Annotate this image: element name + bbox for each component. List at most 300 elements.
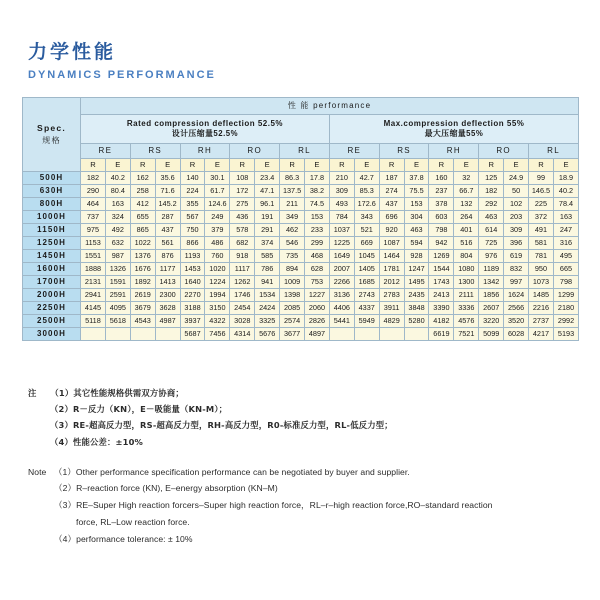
type-header-max-re: RE: [329, 144, 379, 159]
data-cell: 124.6: [205, 198, 230, 211]
data-cell: 401: [454, 224, 479, 237]
data-cell: 1037: [329, 224, 354, 237]
data-cell: 1022: [130, 237, 155, 250]
data-cell: 162: [130, 172, 155, 185]
data-cell: 191: [255, 211, 280, 224]
data-cell: 378: [429, 198, 454, 211]
data-cell: 153: [305, 211, 330, 224]
data-cell: 1224: [205, 276, 230, 289]
data-cell: 4182: [429, 315, 454, 328]
data-cell: 1009: [280, 276, 305, 289]
data-cell: 2607: [479, 302, 504, 315]
data-cell: 61.7: [205, 185, 230, 198]
data-cell: 516: [454, 237, 479, 250]
data-cell: 632: [105, 237, 130, 250]
spec-cell: 630H: [23, 185, 81, 198]
data-cell: 3188: [180, 302, 205, 315]
data-cell: 3937: [180, 315, 205, 328]
data-cell: 343: [354, 211, 379, 224]
data-cell: 4145: [81, 302, 106, 315]
data-cell: 1189: [479, 263, 504, 276]
data-cell: 40.2: [553, 185, 578, 198]
data-cell: 781: [529, 250, 554, 263]
spec-cell: 500H: [23, 172, 81, 185]
data-cell: 2574: [280, 315, 305, 328]
sub-header-r-8: R: [280, 159, 305, 172]
section-rated-cn: 设计压缩量52.5%: [171, 128, 238, 138]
data-cell: 316: [553, 237, 578, 250]
data-cell: 4576: [454, 315, 479, 328]
notes-en: [28, 464, 588, 548]
sub-header-e-7: E: [255, 159, 280, 172]
data-cell: 987: [105, 250, 130, 263]
data-cell: 2085: [280, 302, 305, 315]
data-cell: 5618: [105, 315, 130, 328]
data-cell: 1299: [553, 289, 578, 302]
data-cell: 125: [479, 172, 504, 185]
data-cell: 1177: [155, 263, 180, 276]
data-cell: 249: [205, 211, 230, 224]
notes-cn: [28, 385, 588, 450]
data-cell: 396: [504, 237, 529, 250]
data-cell: 804: [454, 250, 479, 263]
data-cell: 1464: [379, 250, 404, 263]
data-cell: 928: [404, 250, 429, 263]
data-cell: 760: [205, 250, 230, 263]
data-cell: 3848: [404, 302, 429, 315]
data-cell: 1376: [130, 250, 155, 263]
data-cell: 2012: [379, 276, 404, 289]
data-cell: 225: [529, 198, 554, 211]
data-cell: 1413: [155, 276, 180, 289]
data-cell: 4322: [205, 315, 230, 328]
data-cell: 4217: [529, 328, 554, 341]
data-cell: 3028: [230, 315, 255, 328]
data-cell: 35.6: [155, 172, 180, 185]
data-cell: 2300: [155, 289, 180, 302]
data-cell: 233: [305, 224, 330, 237]
data-cell: 735: [280, 250, 305, 263]
data-cell: 1247: [404, 263, 429, 276]
note-en-line-1: [28, 480, 588, 497]
table-row: [23, 289, 579, 302]
sub-header-r-18: R: [529, 159, 554, 172]
spec-cell: 3000H: [23, 328, 81, 341]
data-cell: 1624: [504, 289, 529, 302]
data-cell: 3911: [379, 302, 404, 315]
data-cell: 3679: [130, 302, 155, 315]
data-cell: 137.5: [280, 185, 305, 198]
data-cell: 349: [280, 211, 305, 224]
table-row: [23, 172, 579, 185]
spec-cell: 800H: [23, 198, 81, 211]
data-cell: 132: [454, 198, 479, 211]
data-cell: 290: [81, 185, 106, 198]
table-row: [23, 250, 579, 263]
data-cell: 798: [429, 224, 454, 237]
data-cell: 1225: [329, 237, 354, 250]
data-cell: 38.2: [305, 185, 330, 198]
header-row-sections: [23, 115, 579, 144]
section-rated-en: Rated compression deflection 52.5%: [126, 119, 284, 129]
data-cell: 324: [105, 211, 130, 224]
data-cell: 950: [529, 263, 554, 276]
data-cell: 299: [305, 237, 330, 250]
spec-cell: 2250H: [23, 302, 81, 315]
data-cell: 18.9: [553, 172, 578, 185]
data-cell: 865: [130, 224, 155, 237]
data-cell: 1591: [105, 276, 130, 289]
data-cell: 291: [255, 224, 280, 237]
data-cell: 1892: [130, 276, 155, 289]
note-en-line-0: [28, 464, 588, 481]
table-row: [23, 315, 579, 328]
data-cell: 581: [529, 237, 554, 250]
data-cell: 247: [553, 224, 578, 237]
data-cell: 1342: [479, 276, 504, 289]
data-cell: 163: [105, 198, 130, 211]
data-cell: 372: [529, 211, 554, 224]
note-en-item-2: （3）RE–Super High reaction forcers–Super high reaction force，RL–r–high reaction force,RO–standard reaction: [54, 500, 493, 511]
data-cell: 2266: [329, 276, 354, 289]
data-cell: 2619: [130, 289, 155, 302]
data-cell: 628: [305, 263, 330, 276]
data-cell: 976: [479, 250, 504, 263]
sub-header-r-4: R: [180, 159, 205, 172]
data-cell: 5949: [354, 315, 379, 328]
data-cell: 102: [504, 198, 529, 211]
data-cell: 1227: [305, 289, 330, 302]
type-header-max-rh: RH: [429, 144, 479, 159]
sub-header-e-5: E: [205, 159, 230, 172]
type-header-max-rl: RL: [529, 144, 579, 159]
sub-header-e-15: E: [454, 159, 479, 172]
header-row-types: [23, 144, 579, 159]
data-cell: 4314: [230, 328, 255, 341]
sub-header-r-6: R: [230, 159, 255, 172]
sub-header-e-19: E: [553, 159, 578, 172]
section-max-en: Max.compression deflection 55%: [383, 119, 525, 129]
data-cell: 4829: [379, 315, 404, 328]
data-cell: 491: [529, 224, 554, 237]
spec-cell: 2500H: [23, 315, 81, 328]
data-cell: 309: [329, 185, 354, 198]
data-cell: 292: [479, 198, 504, 211]
data-cell: 920: [379, 224, 404, 237]
data-cell: 5441: [329, 315, 354, 328]
section-header-max: [329, 115, 578, 144]
data-cell: 1193: [180, 250, 205, 263]
data-cell: 5676: [255, 328, 280, 341]
sub-header-e-9: E: [305, 159, 330, 172]
data-cell: 585: [255, 250, 280, 263]
data-cell: 237: [429, 185, 454, 198]
data-cell: 997: [504, 276, 529, 289]
data-cell: 85.3: [354, 185, 379, 198]
sub-header-r-0: R: [81, 159, 106, 172]
data-cell: 784: [329, 211, 354, 224]
data-cell: 2131: [81, 276, 106, 289]
sub-header-r-10: R: [329, 159, 354, 172]
data-cell: 486: [205, 237, 230, 250]
data-cell: 4543: [130, 315, 155, 328]
note-cn-item-1: （2）R－反力（KN），E－吸能量（KN-M）；: [50, 404, 228, 415]
data-cell: 5118: [81, 315, 106, 328]
data-cell: 725: [479, 237, 504, 250]
data-cell: 2180: [553, 302, 578, 315]
type-header-max-ro: RO: [479, 144, 529, 159]
data-cell: 1117: [230, 263, 255, 276]
data-cell: 619: [504, 250, 529, 263]
data-cell: [81, 328, 106, 341]
data-cell: 182: [81, 172, 106, 185]
data-cell: 210: [329, 172, 354, 185]
spec-cell: 1700H: [23, 276, 81, 289]
sub-header-r-12: R: [379, 159, 404, 172]
data-cell: 163: [553, 211, 578, 224]
data-cell: 578: [230, 224, 255, 237]
data-cell: 2007: [329, 263, 354, 276]
data-cell: 2826: [305, 315, 330, 328]
data-cell: 172.6: [354, 198, 379, 211]
spec-cell: 2000H: [23, 289, 81, 302]
note-en-line-2: [28, 497, 588, 514]
data-cell: 2270: [180, 289, 205, 302]
data-cell: 894: [280, 263, 305, 276]
data-cell: 521: [354, 224, 379, 237]
spec-header-cn: 规格: [42, 135, 61, 145]
data-cell: 462: [280, 224, 305, 237]
data-cell: 153: [404, 198, 429, 211]
data-cell: 546: [280, 237, 305, 250]
data-cell: 96.1: [255, 198, 280, 211]
data-cell: 2435: [404, 289, 429, 302]
data-cell: 2566: [504, 302, 529, 315]
note-cn-item-3: （4）性能公差：±10%: [50, 436, 144, 447]
spec-cell: 1450H: [23, 250, 81, 263]
data-cell: 1453: [180, 263, 205, 276]
data-cell: 1073: [529, 276, 554, 289]
section-max-cn: 最大压缩量55%: [424, 128, 484, 138]
data-cell: 1045: [354, 250, 379, 263]
data-cell: 211: [280, 198, 305, 211]
note-cn-line-1: [28, 401, 588, 417]
table-row: [23, 211, 579, 224]
data-cell: 468: [305, 250, 330, 263]
data-cell: 172: [230, 185, 255, 198]
page-title-block: [28, 42, 216, 81]
data-cell: 287: [155, 211, 180, 224]
type-header-rated-ro: RO: [230, 144, 280, 159]
data-cell: 4095: [105, 302, 130, 315]
data-cell: 5099: [479, 328, 504, 341]
table-head: [23, 98, 579, 172]
data-cell: 2216: [529, 302, 554, 315]
data-cell: 918: [230, 250, 255, 263]
table-row: [23, 224, 579, 237]
data-cell: 492: [105, 224, 130, 237]
data-cell: 7521: [454, 328, 479, 341]
data-cell: [379, 328, 404, 341]
data-cell: 665: [553, 263, 578, 276]
type-header-max-rs: RS: [379, 144, 429, 159]
performance-table-wrap: [22, 97, 578, 341]
data-cell: 23.4: [255, 172, 280, 185]
data-cell: 614: [479, 224, 504, 237]
data-cell: 1743: [429, 276, 454, 289]
spec-cell: 1250H: [23, 237, 81, 250]
notes-cn-label: 注: [28, 388, 39, 398]
data-cell: 140: [180, 172, 205, 185]
data-cell: 203: [504, 211, 529, 224]
type-header-rated-rl: RL: [280, 144, 330, 159]
table-row: [23, 276, 579, 289]
sub-header-r-2: R: [130, 159, 155, 172]
spec-cell: 1000H: [23, 211, 81, 224]
data-cell: [404, 328, 429, 341]
data-cell: 2454: [230, 302, 255, 315]
data-cell: 1994: [205, 289, 230, 302]
data-cell: 1326: [105, 263, 130, 276]
data-cell: 32: [454, 172, 479, 185]
data-cell: 75.5: [404, 185, 429, 198]
data-cell: 2992: [553, 315, 578, 328]
data-cell: 437: [379, 198, 404, 211]
data-cell: 655: [130, 211, 155, 224]
data-cell: 669: [354, 237, 379, 250]
note-cn-item-0: （1）其它性能规格供需双方协商；: [50, 388, 184, 398]
data-cell: 603: [429, 211, 454, 224]
data-cell: 145.2: [155, 198, 180, 211]
note-en-line-4: [28, 531, 588, 548]
note-cn-line-3: [28, 434, 588, 450]
data-cell: 1534: [255, 289, 280, 302]
data-cell: 4337: [354, 302, 379, 315]
data-cell: 74.5: [305, 198, 330, 211]
table-row: [23, 302, 579, 315]
header-row-subcolumns: [23, 159, 579, 172]
data-cell: 275: [230, 198, 255, 211]
data-cell: 832: [504, 263, 529, 276]
section-header-rated: [81, 115, 330, 144]
data-cell: 264: [454, 211, 479, 224]
table-row: [23, 237, 579, 250]
data-cell: 355: [180, 198, 205, 211]
data-cell: [354, 328, 379, 341]
data-cell: 40.2: [105, 172, 130, 185]
page-title-cn: 力学性能: [28, 41, 117, 63]
data-cell: 37.8: [404, 172, 429, 185]
data-cell: 463: [479, 211, 504, 224]
notes-en-label: Note: [28, 466, 47, 477]
data-cell: 941: [255, 276, 280, 289]
data-cell: 1020: [205, 263, 230, 276]
data-cell: 1640: [180, 276, 205, 289]
data-cell: 2941: [81, 289, 106, 302]
data-cell: 3390: [429, 302, 454, 315]
data-cell: 1685: [354, 276, 379, 289]
data-cell: 1676: [130, 263, 155, 276]
type-header-rated-rh: RH: [180, 144, 230, 159]
data-cell: 66.7: [454, 185, 479, 198]
data-cell: 2413: [429, 289, 454, 302]
data-cell: 1300: [454, 276, 479, 289]
data-cell: 30.1: [205, 172, 230, 185]
header-row-performance: [23, 98, 579, 115]
data-cell: 187: [379, 172, 404, 185]
note-en-item-4: （4）performance tolerance: ± 10%: [54, 533, 193, 544]
data-cell: 1746: [230, 289, 255, 302]
note-en-item-0: （1）Other performance specification performance can be negotiated by buyer and supplier.: [53, 466, 410, 477]
data-cell: 3136: [329, 289, 354, 302]
note-en-item-1: （2）R–reaction force (KN), E–energy absorption (KN–M): [54, 483, 278, 494]
note-en-line-3: [28, 514, 588, 531]
data-cell: [329, 328, 354, 341]
data-cell: 753: [305, 276, 330, 289]
data-cell: 182: [479, 185, 504, 198]
data-cell: 42.7: [354, 172, 379, 185]
data-cell: 6028: [504, 328, 529, 341]
note-en-item-3: force, RL–Low reaction force.: [76, 516, 190, 527]
data-cell: 493: [329, 198, 354, 211]
data-cell: 1781: [379, 263, 404, 276]
data-cell: 1262: [230, 276, 255, 289]
sub-header-e-17: E: [504, 159, 529, 172]
data-cell: 7456: [205, 328, 230, 341]
data-cell: 412: [130, 198, 155, 211]
data-cell: 3220: [479, 315, 504, 328]
data-cell: 786: [255, 263, 280, 276]
note-cn-item-2: （3）RE-超高反力型，RS-超高反力型，RH-高反力型，R0-标准反力型，RL-低反力型；: [50, 420, 393, 431]
data-cell: [155, 328, 180, 341]
data-cell: 942: [429, 237, 454, 250]
type-header-rated-re: RE: [81, 144, 131, 159]
data-cell: 71.6: [155, 185, 180, 198]
data-cell: 4897: [305, 328, 330, 341]
data-cell: 160: [429, 172, 454, 185]
data-cell: 567: [180, 211, 205, 224]
data-cell: 78.4: [553, 198, 578, 211]
data-cell: 3677: [280, 328, 305, 341]
data-cell: 876: [155, 250, 180, 263]
data-cell: 1544: [429, 263, 454, 276]
data-cell: 5687: [180, 328, 205, 341]
data-cell: 866: [180, 237, 205, 250]
data-cell: 1485: [529, 289, 554, 302]
data-cell: [130, 328, 155, 341]
data-cell: 1551: [81, 250, 106, 263]
sub-header-r-14: R: [429, 159, 454, 172]
data-cell: 24.9: [504, 172, 529, 185]
data-cell: 1495: [404, 276, 429, 289]
type-header-rated-rs: RS: [130, 144, 180, 159]
sub-header-r-16: R: [479, 159, 504, 172]
data-cell: 975: [81, 224, 106, 237]
data-cell: 1405: [354, 263, 379, 276]
data-cell: 2111: [454, 289, 479, 302]
data-cell: 682: [230, 237, 255, 250]
data-cell: 2737: [529, 315, 554, 328]
sub-header-e-11: E: [354, 159, 379, 172]
data-cell: 1080: [454, 263, 479, 276]
data-cell: 146.5: [529, 185, 554, 198]
data-cell: 2060: [305, 302, 330, 315]
data-cell: 99: [529, 172, 554, 185]
data-cell: 5280: [404, 315, 429, 328]
data-cell: 274: [379, 185, 404, 198]
spec-header-en: Spec.: [37, 122, 66, 133]
spec-cell: 1600H: [23, 263, 81, 276]
